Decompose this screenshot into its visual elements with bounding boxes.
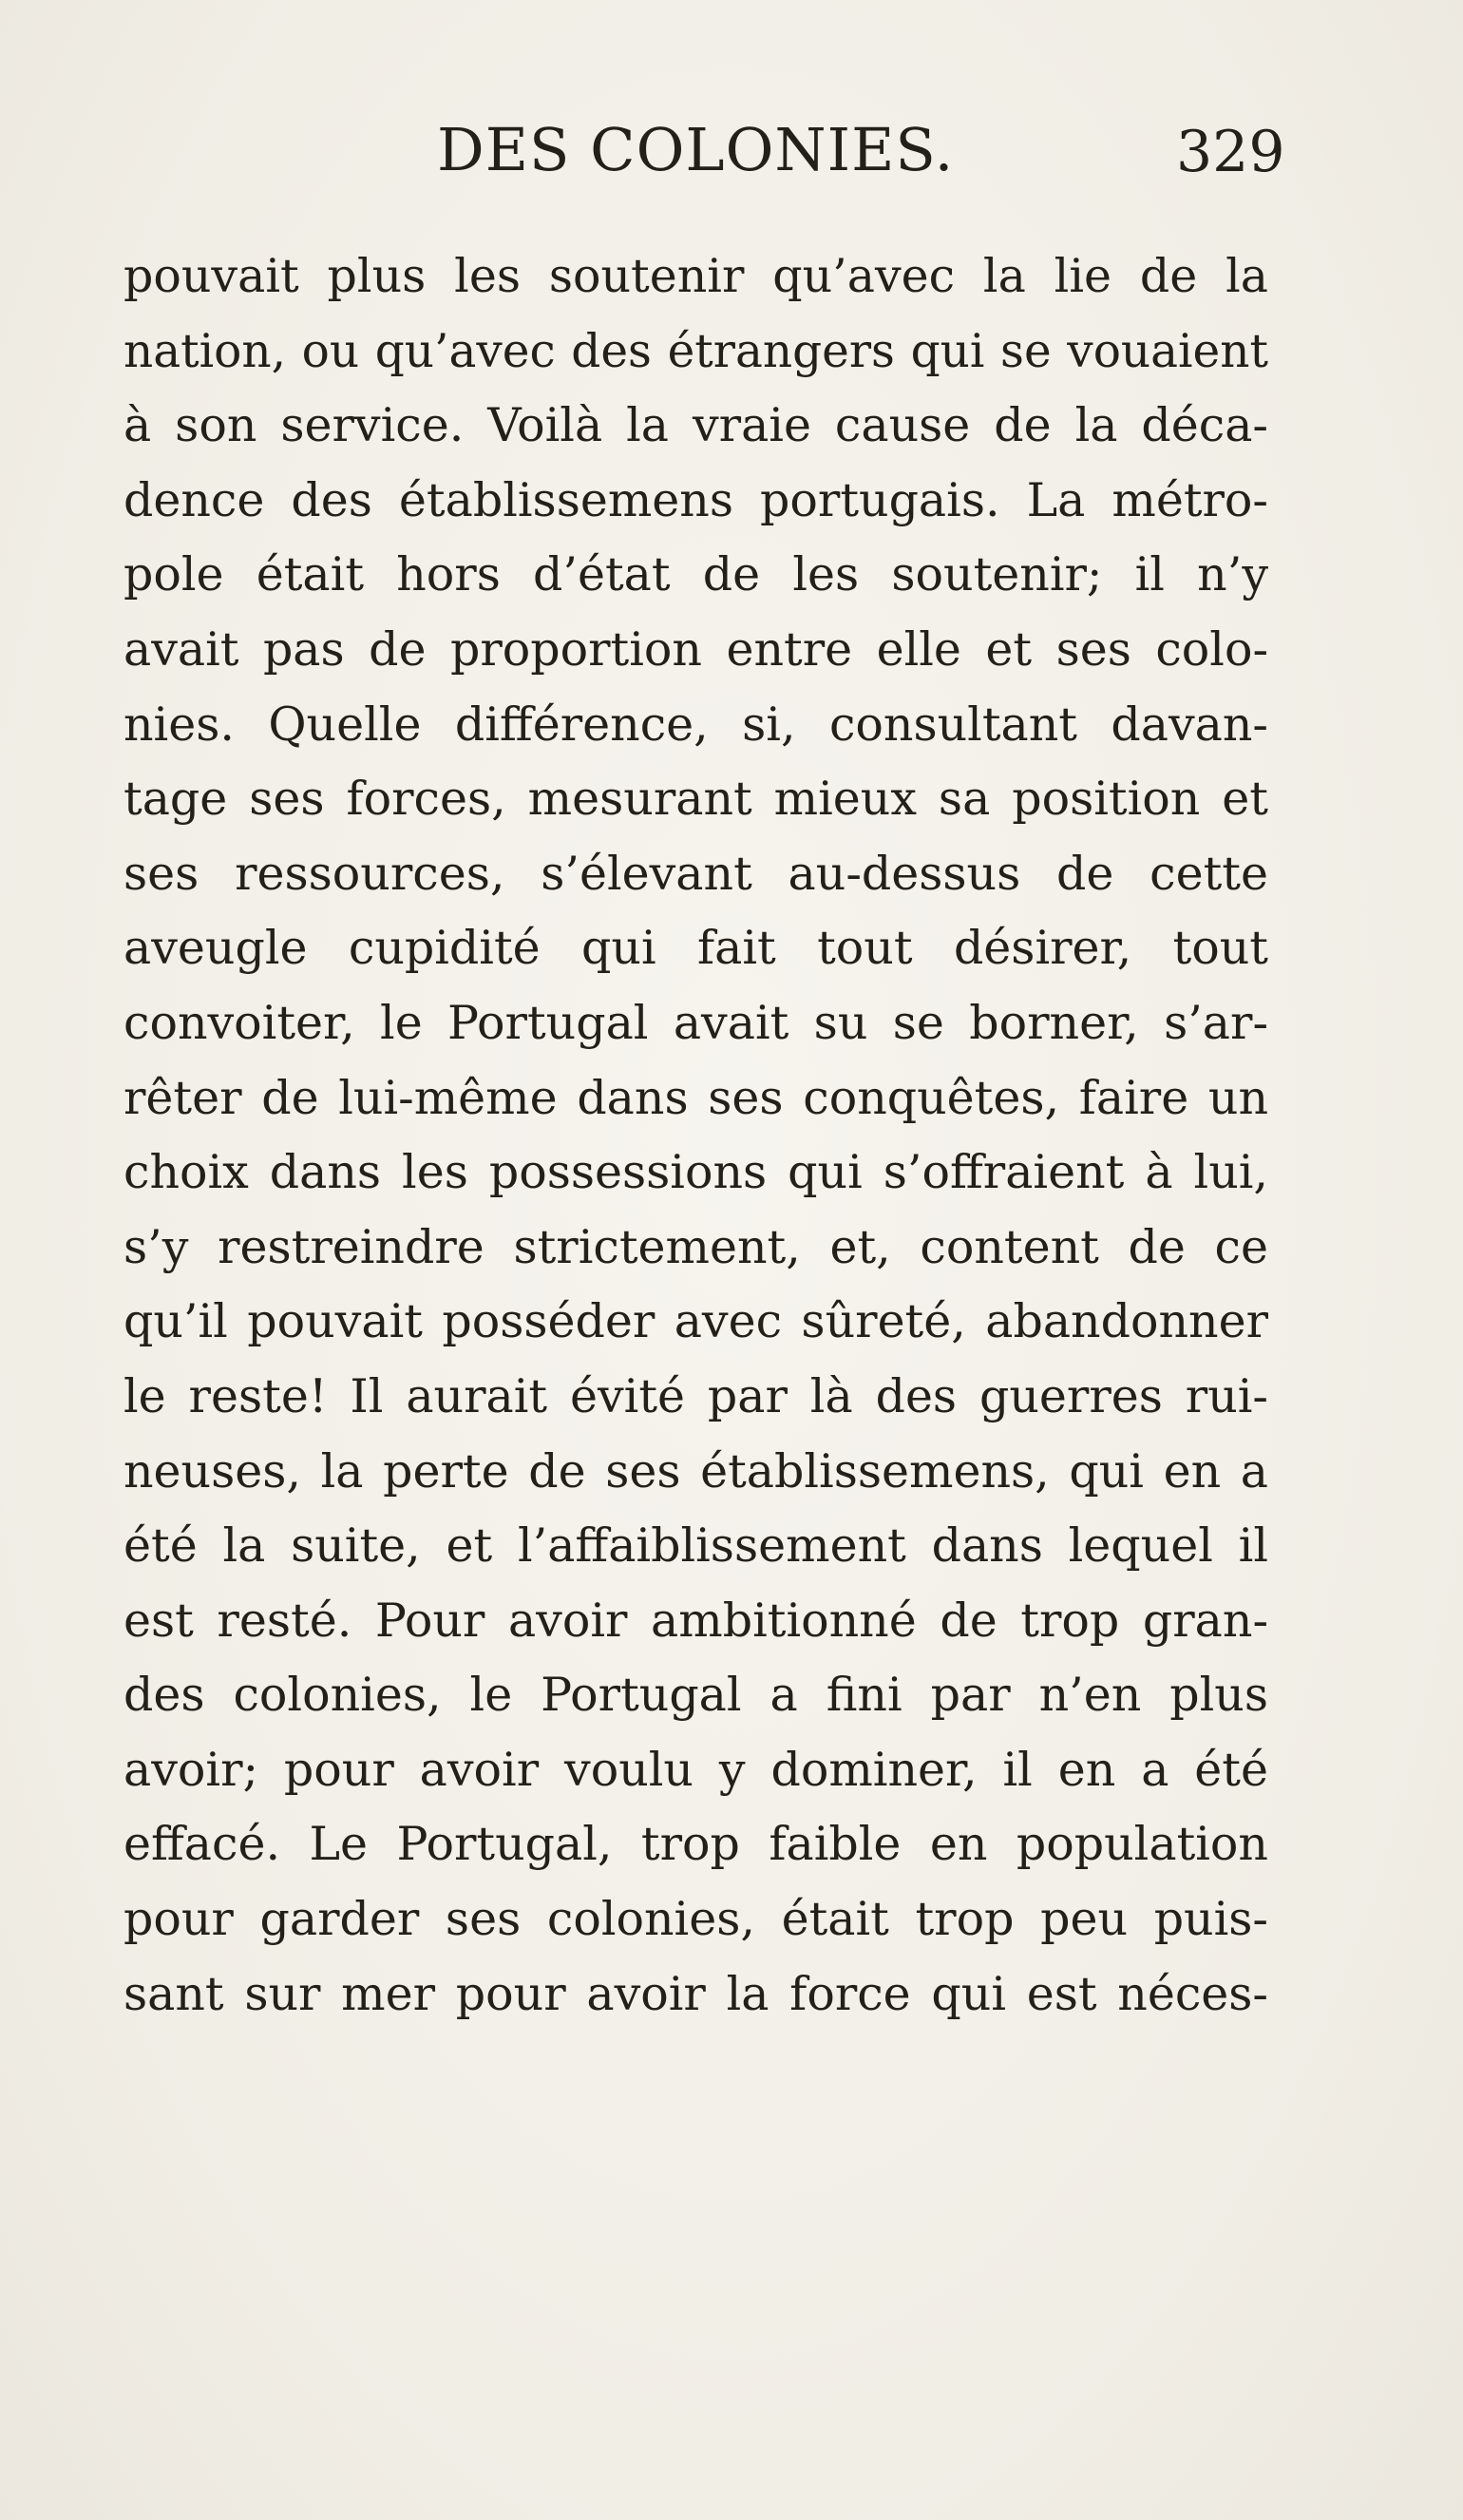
text-line: à son service. Voilà la vraie cause de la déca-: [124, 398, 1268, 453]
text-line: avoir; pour avoir voulu y dominer, il en a été: [124, 1742, 1268, 1797]
text-line: neuses, la perte de ses établissemens, qui en a: [124, 1443, 1268, 1499]
text-line: été la suite, et l’affaiblissement dans lequel il: [124, 1518, 1268, 1574]
text-line: pouvait plus les soutenir qu’avec la lie de la: [124, 249, 1268, 303]
text-line: aveugle cupidité qui fait tout désirer, tout: [124, 921, 1268, 976]
text-line: est resté. Pour avoir ambitionné de trop gran-: [124, 1593, 1268, 1648]
body-text: [124, 239, 1268, 2032]
text-line: avait pas de proportion entre elle et ses colo-: [124, 621, 1268, 677]
page-number: 329: [1176, 119, 1285, 185]
running-title: DES COLONIES.: [437, 115, 955, 184]
text-line: rêter de lui-même dans ses conquêtes, faire un: [124, 1070, 1268, 1125]
text-line: le reste! Il aurait évité par là des guerres rui-: [124, 1368, 1268, 1423]
text-line: sant sur mer pour avoir la force qui est néces-: [124, 1966, 1268, 2021]
page-header: [0, 112, 1463, 188]
text-line: dence des établissemens portugais. La métro-: [124, 472, 1268, 527]
text-line: des colonies, le Portugal a fini par n’en plus: [124, 1668, 1268, 1723]
text-line: tage ses forces, mesurant mieux sa position et: [124, 772, 1268, 827]
text-line: ses ressources, s’élevant au-dessus de cette: [124, 846, 1268, 901]
text-line: pole était hors d’état de les soutenir; il n’y: [124, 547, 1268, 602]
text-line: choix dans les possessions qui s’offraient à lui,: [124, 1145, 1268, 1200]
text-line: qu’il pouvait posséder avec sûreté, abandonner: [124, 1294, 1268, 1349]
text-line: pour garder ses colonies, était trop peu puis-: [124, 1892, 1268, 1947]
text-line: nation, ou qu’avec des étrangers qui se vouaient: [124, 324, 1268, 378]
text-line: nies. Quelle différence, si, consultant davan-: [124, 697, 1268, 752]
text-line: convoiter, le Portugal avait su se borner, s’ar-: [124, 995, 1268, 1050]
text-line: s’y restreindre strictement, et, content de ce: [124, 1219, 1268, 1274]
text-line: effacé. Le Portugal, trop faible en population: [124, 1817, 1268, 1872]
